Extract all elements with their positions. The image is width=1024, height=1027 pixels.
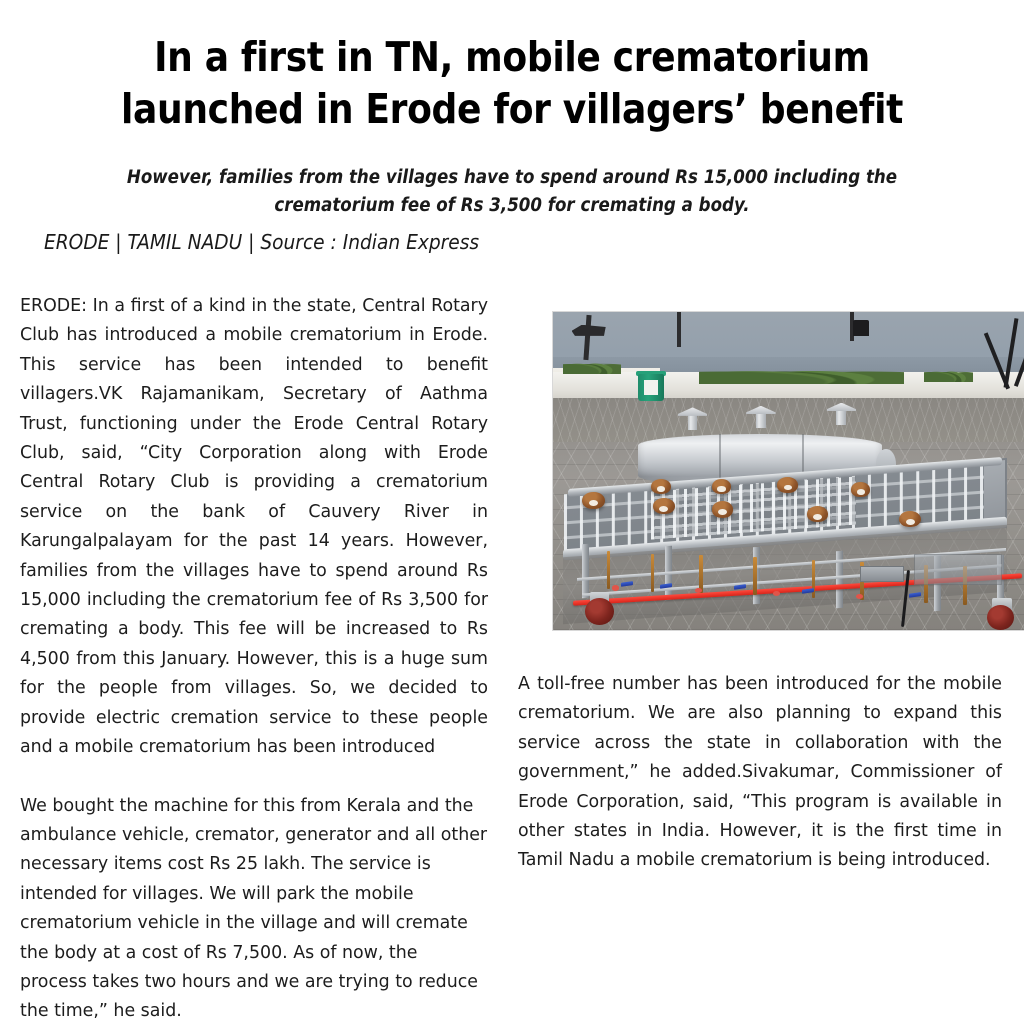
article-byline: ERODE | TAMIL NADU | Source : Indian Express — [44, 230, 480, 254]
photo-coconut-2 — [651, 479, 671, 494]
photo-caster-wheel-left — [585, 598, 614, 625]
photo-caster-wheel-right — [987, 605, 1014, 630]
photo-chimney-1 — [682, 407, 702, 429]
article-subhead: However, families from the villages have to spend around Rs 15,000 including the crematorium fee of Rs 3,500 for cremating a body. — [126, 166, 898, 216]
photo-black-pot — [853, 320, 869, 336]
page-headline: In a first in TN, mobile crematorium launched in Erode for villagers’ benefit — [120, 33, 904, 134]
photo-hedge-right — [924, 366, 973, 382]
paragraph-one: ERODE: In a first of a kind in the state, Central Rotary Club has introduced a mobile crematorium in Erode. This service has been intended to benefit villagers.VK Rajamanikam, Secretary of Aathma Trust, functioning under the Erode Central Rotary Club, said, “City Corporation along with Erode Central Rotary Club is providing a crematorium service on the bank of Cauvery River in Karungalpalayam for the past 14 years. However, families from the villages have to spend around Rs 15,000 including the crematorium fee of Rs 3,500 for cremating a body. This fee will be increased to Rs 4,500 from this January. However, this is a huge sum for the people from villages. So, we decided to provide electric cremation service to these people and a mobile crematorium has been introduced — [20, 296, 488, 758]
photo-upright-1 — [582, 544, 589, 599]
article-photo — [552, 311, 1024, 631]
photo-coconut-8 — [851, 482, 871, 497]
photo-brass-riser-5 — [812, 560, 816, 598]
photo-chimney-3 — [831, 403, 851, 425]
photo-pole-mid — [677, 312, 681, 347]
photo-side-panel — [914, 554, 1002, 586]
photo-coconut-5 — [712, 501, 733, 518]
paragraph-three: A toll-free number has been introduced for the mobile crematorium. We are also planning to expand this service across the state in collaboration with the government,” he added.Sivakumar, Commissioner of Erode Corporation, said, “This program is available in other states in India. However, it is the first time in Tamil Nadu a mobile crematorium is being introduced. — [518, 674, 1002, 871]
photo-hedge-center — [699, 364, 904, 383]
article-body-right-column — [518, 670, 1002, 876]
photo-brass-riser-2 — [651, 554, 655, 592]
photo-valve-knob-1 — [612, 585, 619, 590]
photo-chimney-2 — [751, 406, 771, 428]
photo-brass-riser-1 — [607, 551, 611, 589]
photo-coconut-1 — [582, 492, 604, 509]
paragraph-two: We bought the machine for this from Kerala and the ambulance vehicle, cremator, generator and all other necessary items cost Rs 25 lakh. The service is intended for villages. We will park the mobile crematorium vehicle in the village and will cremate the body at a cost of Rs 7,500. As of now, the process takes two hours and we are trying to reduce the time,” he said. — [20, 795, 488, 1022]
photo-coconut-3 — [653, 498, 674, 514]
photo-green-bin — [638, 374, 663, 401]
photo-coconut-4 — [712, 479, 732, 494]
photo-coconut-6 — [777, 477, 797, 492]
article-body-left-column — [20, 292, 488, 1027]
photo-valve-knob-2 — [695, 588, 702, 593]
photo-control-box — [860, 566, 904, 582]
photo-hedge-left — [563, 358, 622, 374]
photo-coconut-9 — [899, 511, 920, 528]
photo-coconut-7 — [807, 506, 828, 522]
photo-brass-riser-4 — [753, 557, 757, 595]
